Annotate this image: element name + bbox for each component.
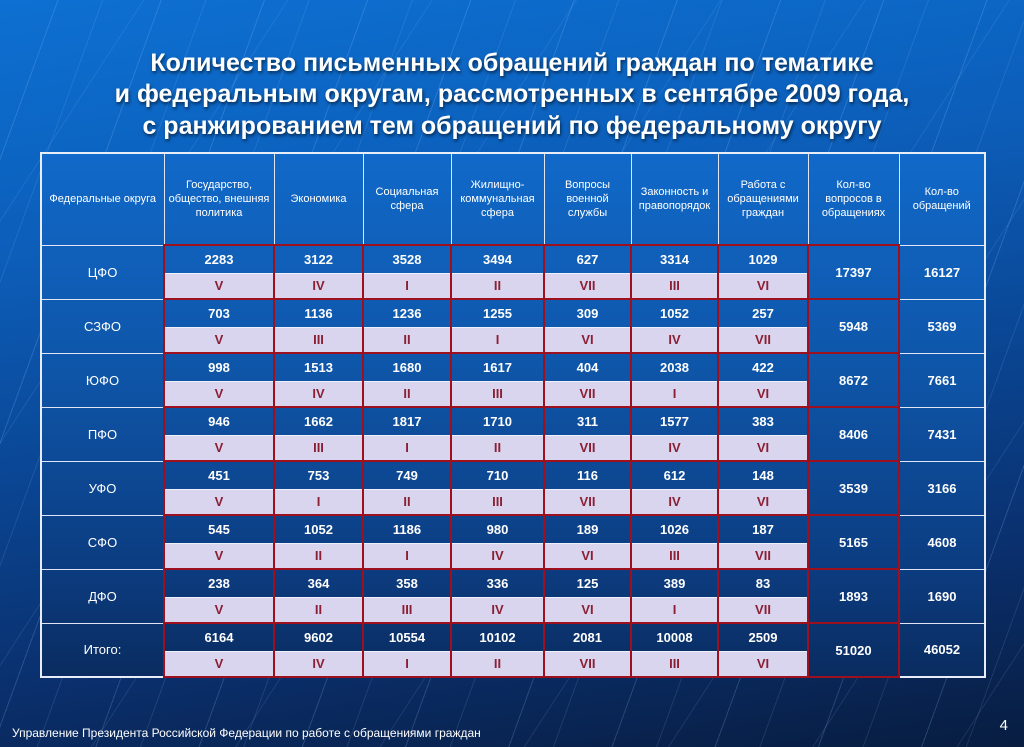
questions-total-cell: 1893 xyxy=(808,569,899,623)
district-value-row xyxy=(41,353,985,381)
rank-cell: I xyxy=(363,273,451,299)
rank-cell: VII xyxy=(718,543,808,569)
district-cell: Итого: xyxy=(41,623,164,677)
appeals-total-cell: 3166 xyxy=(899,461,985,515)
col-header-federal-districts: Федеральные округа xyxy=(41,153,164,245)
rank-cell: IV xyxy=(274,381,363,407)
slide-title-line-1: Количество письменных обращений граждан по тематике xyxy=(150,49,874,77)
rank-cell: VI xyxy=(718,381,808,407)
value-cell: 946 xyxy=(164,407,274,435)
appeals-total-cell: 4608 xyxy=(899,515,985,569)
value-cell: 1236 xyxy=(363,299,451,327)
questions-total-cell: 8406 xyxy=(808,407,899,461)
rank-cell: III xyxy=(274,435,363,461)
rank-cell: III xyxy=(631,651,718,677)
rank-cell: VI xyxy=(718,273,808,299)
value-cell: 1255 xyxy=(451,299,544,327)
rank-cell: I xyxy=(451,327,544,353)
rank-cell: IV xyxy=(274,273,363,299)
col-header-housing: Жилищно-коммунальная сфера xyxy=(451,153,544,245)
value-cell: 1577 xyxy=(631,407,718,435)
col-header-law-order: Законность и правопорядок xyxy=(631,153,718,245)
rank-cell: V xyxy=(164,273,274,299)
value-cell: 9602 xyxy=(274,623,363,651)
rank-cell: IV xyxy=(274,651,363,677)
value-cell: 336 xyxy=(451,569,544,597)
questions-total-cell: 8672 xyxy=(808,353,899,407)
value-cell: 125 xyxy=(544,569,631,597)
value-cell: 980 xyxy=(451,515,544,543)
value-cell: 545 xyxy=(164,515,274,543)
rank-cell: IV xyxy=(631,327,718,353)
value-cell: 1029 xyxy=(718,245,808,273)
col-header-economy: Экономика xyxy=(274,153,363,245)
value-cell: 358 xyxy=(363,569,451,597)
district-value-row xyxy=(41,569,985,597)
rank-cell: VI xyxy=(718,651,808,677)
questions-total-cell: 17397 xyxy=(808,245,899,299)
value-cell: 422 xyxy=(718,353,808,381)
appeals-table-body xyxy=(41,245,985,677)
rank-cell: VII xyxy=(544,489,631,515)
rank-cell: VI xyxy=(544,597,631,623)
value-cell: 383 xyxy=(718,407,808,435)
rank-cell: III xyxy=(451,489,544,515)
district-value-row xyxy=(41,245,985,273)
value-cell: 364 xyxy=(274,569,363,597)
footer-text: Управление Президента Российской Федерации по работе с обращениями граждан xyxy=(12,726,481,740)
district-cell: ЦФО xyxy=(41,245,164,299)
value-cell: 710 xyxy=(451,461,544,489)
value-cell: 1680 xyxy=(363,353,451,381)
rank-cell: I xyxy=(363,435,451,461)
value-cell: 2081 xyxy=(544,623,631,651)
rank-cell: II xyxy=(451,435,544,461)
questions-total-cell: 5165 xyxy=(808,515,899,569)
rank-cell: I xyxy=(631,597,718,623)
rank-cell: VII xyxy=(718,327,808,353)
value-cell: 753 xyxy=(274,461,363,489)
rank-cell: III xyxy=(631,273,718,299)
value-cell: 1817 xyxy=(363,407,451,435)
rank-cell: II xyxy=(363,381,451,407)
questions-total-cell: 5948 xyxy=(808,299,899,353)
appeals-total-cell: 5369 xyxy=(899,299,985,353)
rank-cell: VII xyxy=(718,597,808,623)
value-cell: 2038 xyxy=(631,353,718,381)
value-cell: 1513 xyxy=(274,353,363,381)
value-cell: 3494 xyxy=(451,245,544,273)
value-cell: 10554 xyxy=(363,623,451,651)
col-header-appeals-work: Работа с обращениями граждан xyxy=(718,153,808,245)
value-cell: 627 xyxy=(544,245,631,273)
rank-cell: VI xyxy=(544,327,631,353)
district-value-row xyxy=(41,461,985,489)
rank-cell: IV xyxy=(631,489,718,515)
rank-cell: V xyxy=(164,651,274,677)
col-header-questions-count: Кол-во вопросов в обращениях xyxy=(808,153,899,245)
value-cell: 3528 xyxy=(363,245,451,273)
value-cell: 3122 xyxy=(274,245,363,273)
slide-title-line-3: с ранжированием тем обращений по федеральному округу xyxy=(142,111,882,140)
header-row xyxy=(41,153,985,245)
district-value-row xyxy=(41,407,985,435)
value-cell: 1617 xyxy=(451,353,544,381)
value-cell: 1136 xyxy=(274,299,363,327)
district-value-row xyxy=(41,515,985,543)
value-cell: 148 xyxy=(718,461,808,489)
value-cell: 389 xyxy=(631,569,718,597)
value-cell: 703 xyxy=(164,299,274,327)
rank-cell: III xyxy=(631,543,718,569)
col-header-state-society: Государство, общество, внешняя политика xyxy=(164,153,274,245)
value-cell: 189 xyxy=(544,515,631,543)
district-value-row xyxy=(41,299,985,327)
value-cell: 749 xyxy=(363,461,451,489)
value-cell: 83 xyxy=(718,569,808,597)
value-cell: 1710 xyxy=(451,407,544,435)
value-cell: 1186 xyxy=(363,515,451,543)
district-cell: ЮФО xyxy=(41,353,164,407)
district-cell: УФО xyxy=(41,461,164,515)
value-cell: 311 xyxy=(544,407,631,435)
rank-cell: VI xyxy=(718,435,808,461)
value-cell: 10102 xyxy=(451,623,544,651)
rank-cell: VII xyxy=(544,435,631,461)
value-cell: 3314 xyxy=(631,245,718,273)
appeals-table xyxy=(40,152,986,678)
rank-cell: V xyxy=(164,489,274,515)
value-cell: 116 xyxy=(544,461,631,489)
rank-cell: III xyxy=(274,327,363,353)
district-value-row xyxy=(41,623,985,651)
district-cell: СЗФО xyxy=(41,299,164,353)
value-cell: 998 xyxy=(164,353,274,381)
col-header-military-service: Вопросы военной службы xyxy=(544,153,631,245)
rank-cell: VII xyxy=(544,651,631,677)
rank-cell: III xyxy=(451,381,544,407)
value-cell: 451 xyxy=(164,461,274,489)
rank-cell: IV xyxy=(451,597,544,623)
rank-cell: V xyxy=(164,597,274,623)
appeals-total-cell: 46052 xyxy=(899,623,985,677)
page-number: 4 xyxy=(999,717,1008,734)
district-cell: ДФО xyxy=(41,569,164,623)
rank-cell: I xyxy=(363,543,451,569)
rank-cell: III xyxy=(363,597,451,623)
appeals-total-cell: 1690 xyxy=(899,569,985,623)
rank-cell: I xyxy=(631,381,718,407)
appeals-total-cell: 16127 xyxy=(899,245,985,299)
value-cell: 238 xyxy=(164,569,274,597)
rank-cell: II xyxy=(274,597,363,623)
rank-cell: VII xyxy=(544,381,631,407)
value-cell: 2509 xyxy=(718,623,808,651)
appeals-total-cell: 7661 xyxy=(899,353,985,407)
slide-title-line-2: и федеральным округам, рассмотренных в сентябре 2009 года, xyxy=(114,80,910,109)
rank-cell: VI xyxy=(718,489,808,515)
value-cell: 257 xyxy=(718,299,808,327)
value-cell: 10008 xyxy=(631,623,718,651)
value-cell: 1052 xyxy=(274,515,363,543)
rank-cell: V xyxy=(164,543,274,569)
questions-total-cell: 51020 xyxy=(808,623,899,677)
district-cell: ПФО xyxy=(41,407,164,461)
value-cell: 1026 xyxy=(631,515,718,543)
rank-cell: V xyxy=(164,381,274,407)
rank-cell: VI xyxy=(544,543,631,569)
rank-cell: II xyxy=(451,273,544,299)
value-cell: 1052 xyxy=(631,299,718,327)
district-cell: СФО xyxy=(41,515,164,569)
value-cell: 6164 xyxy=(164,623,274,651)
appeals-total-cell: 7431 xyxy=(899,407,985,461)
rank-cell: IV xyxy=(451,543,544,569)
rank-cell: V xyxy=(164,435,274,461)
rank-cell: I xyxy=(274,489,363,515)
col-header-social-sphere: Социальная сфера xyxy=(363,153,451,245)
value-cell: 612 xyxy=(631,461,718,489)
rank-cell: II xyxy=(274,543,363,569)
col-header-appeals-count: Кол-во обращений xyxy=(899,153,985,245)
rank-cell: VII xyxy=(544,273,631,299)
value-cell: 404 xyxy=(544,353,631,381)
slide-title xyxy=(0,48,1024,142)
rank-cell: V xyxy=(164,327,274,353)
rank-cell: II xyxy=(363,327,451,353)
questions-total-cell: 3539 xyxy=(808,461,899,515)
value-cell: 1662 xyxy=(274,407,363,435)
rank-cell: IV xyxy=(631,435,718,461)
value-cell: 187 xyxy=(718,515,808,543)
rank-cell: II xyxy=(451,651,544,677)
rank-cell: II xyxy=(363,489,451,515)
value-cell: 2283 xyxy=(164,245,274,273)
rank-cell: I xyxy=(363,651,451,677)
value-cell: 309 xyxy=(544,299,631,327)
